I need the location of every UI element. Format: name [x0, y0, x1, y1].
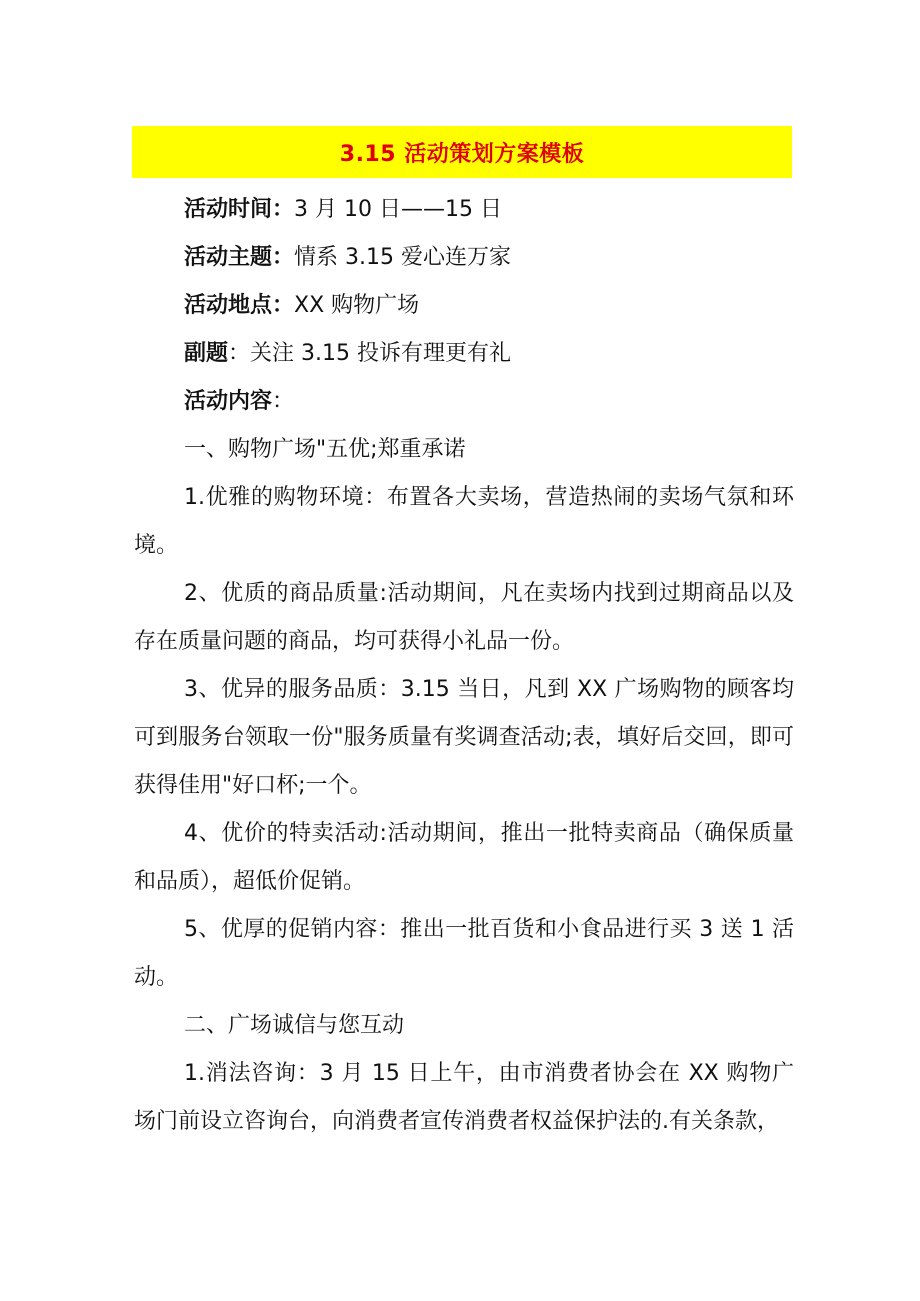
section-one-item-1: 1.优雅的购物环境：布置各大卖场，营造热闹的卖场气氛和环境。: [134, 485, 794, 558]
section-one-item-2: 2、优质的商品质量:活动期间，凡在卖场内找到过期商品以及存在质量问题的商品，均可获得小礼品一份。: [134, 581, 794, 654]
subtitle-line: [134, 330, 794, 378]
label-colon: ：: [228, 341, 251, 366]
label-colon: ：: [272, 293, 295, 318]
activity-content-line: [134, 378, 794, 426]
section-one-item-3: 3、优异的服务品质：3.15 当日，凡到 XX 广场购物的顾客均可到服务台领取一份"服务质量有奖调查活动;表，填好后交回，即可获得佳用"好口杯;一个。: [134, 677, 794, 798]
activity-time-line: [134, 186, 794, 234]
activity-theme-line: [134, 234, 794, 282]
section-one-heading: 一、购物广场"五优;郑重承诺: [184, 437, 466, 462]
label-colon: ：: [272, 245, 295, 270]
activity-theme-label: 活动主题: [184, 245, 273, 270]
section-two-item-1: 1.消法咨询：3 月 15 日上午，由市消费者协会在 XX 购物广场门前设立咨询台，向消费者宣传消费者权益保护法的.有关条款，: [134, 1061, 794, 1134]
section-one-item-4: 4、优价的特卖活动:活动期间，推出一批特卖商品（确保质量和品质），超低价促销。: [134, 821, 794, 894]
activity-time-label: 活动时间: [184, 197, 273, 222]
activity-content-label: 活动内容: [184, 389, 273, 414]
title-banner: [132, 126, 792, 178]
section-two-heading: 二、广场诚信与您互动: [184, 1013, 405, 1038]
activity-place-line: [134, 282, 794, 330]
label-colon: ：: [272, 197, 295, 222]
activity-place-label: 活动地点: [184, 293, 273, 318]
section-one-item-5: 5、优厚的促销内容：推出一批百货和小食品进行买 3 送 1 活动。: [134, 917, 794, 990]
label-colon: ：: [272, 389, 295, 414]
activity-theme-value: 情系 3.15 爱心连万家: [294, 245, 512, 270]
activity-time-value: 3 月 10 日——15 日: [294, 197, 502, 222]
subtitle-label: 副题: [184, 341, 229, 366]
document-title: 3.15 活动策划方案模板: [339, 141, 585, 167]
activity-place-value: XX 购物广场: [294, 293, 420, 318]
subtitle-value: 关注 3.15 投诉有理更有礼: [250, 341, 512, 366]
document-body: [134, 186, 794, 1146]
